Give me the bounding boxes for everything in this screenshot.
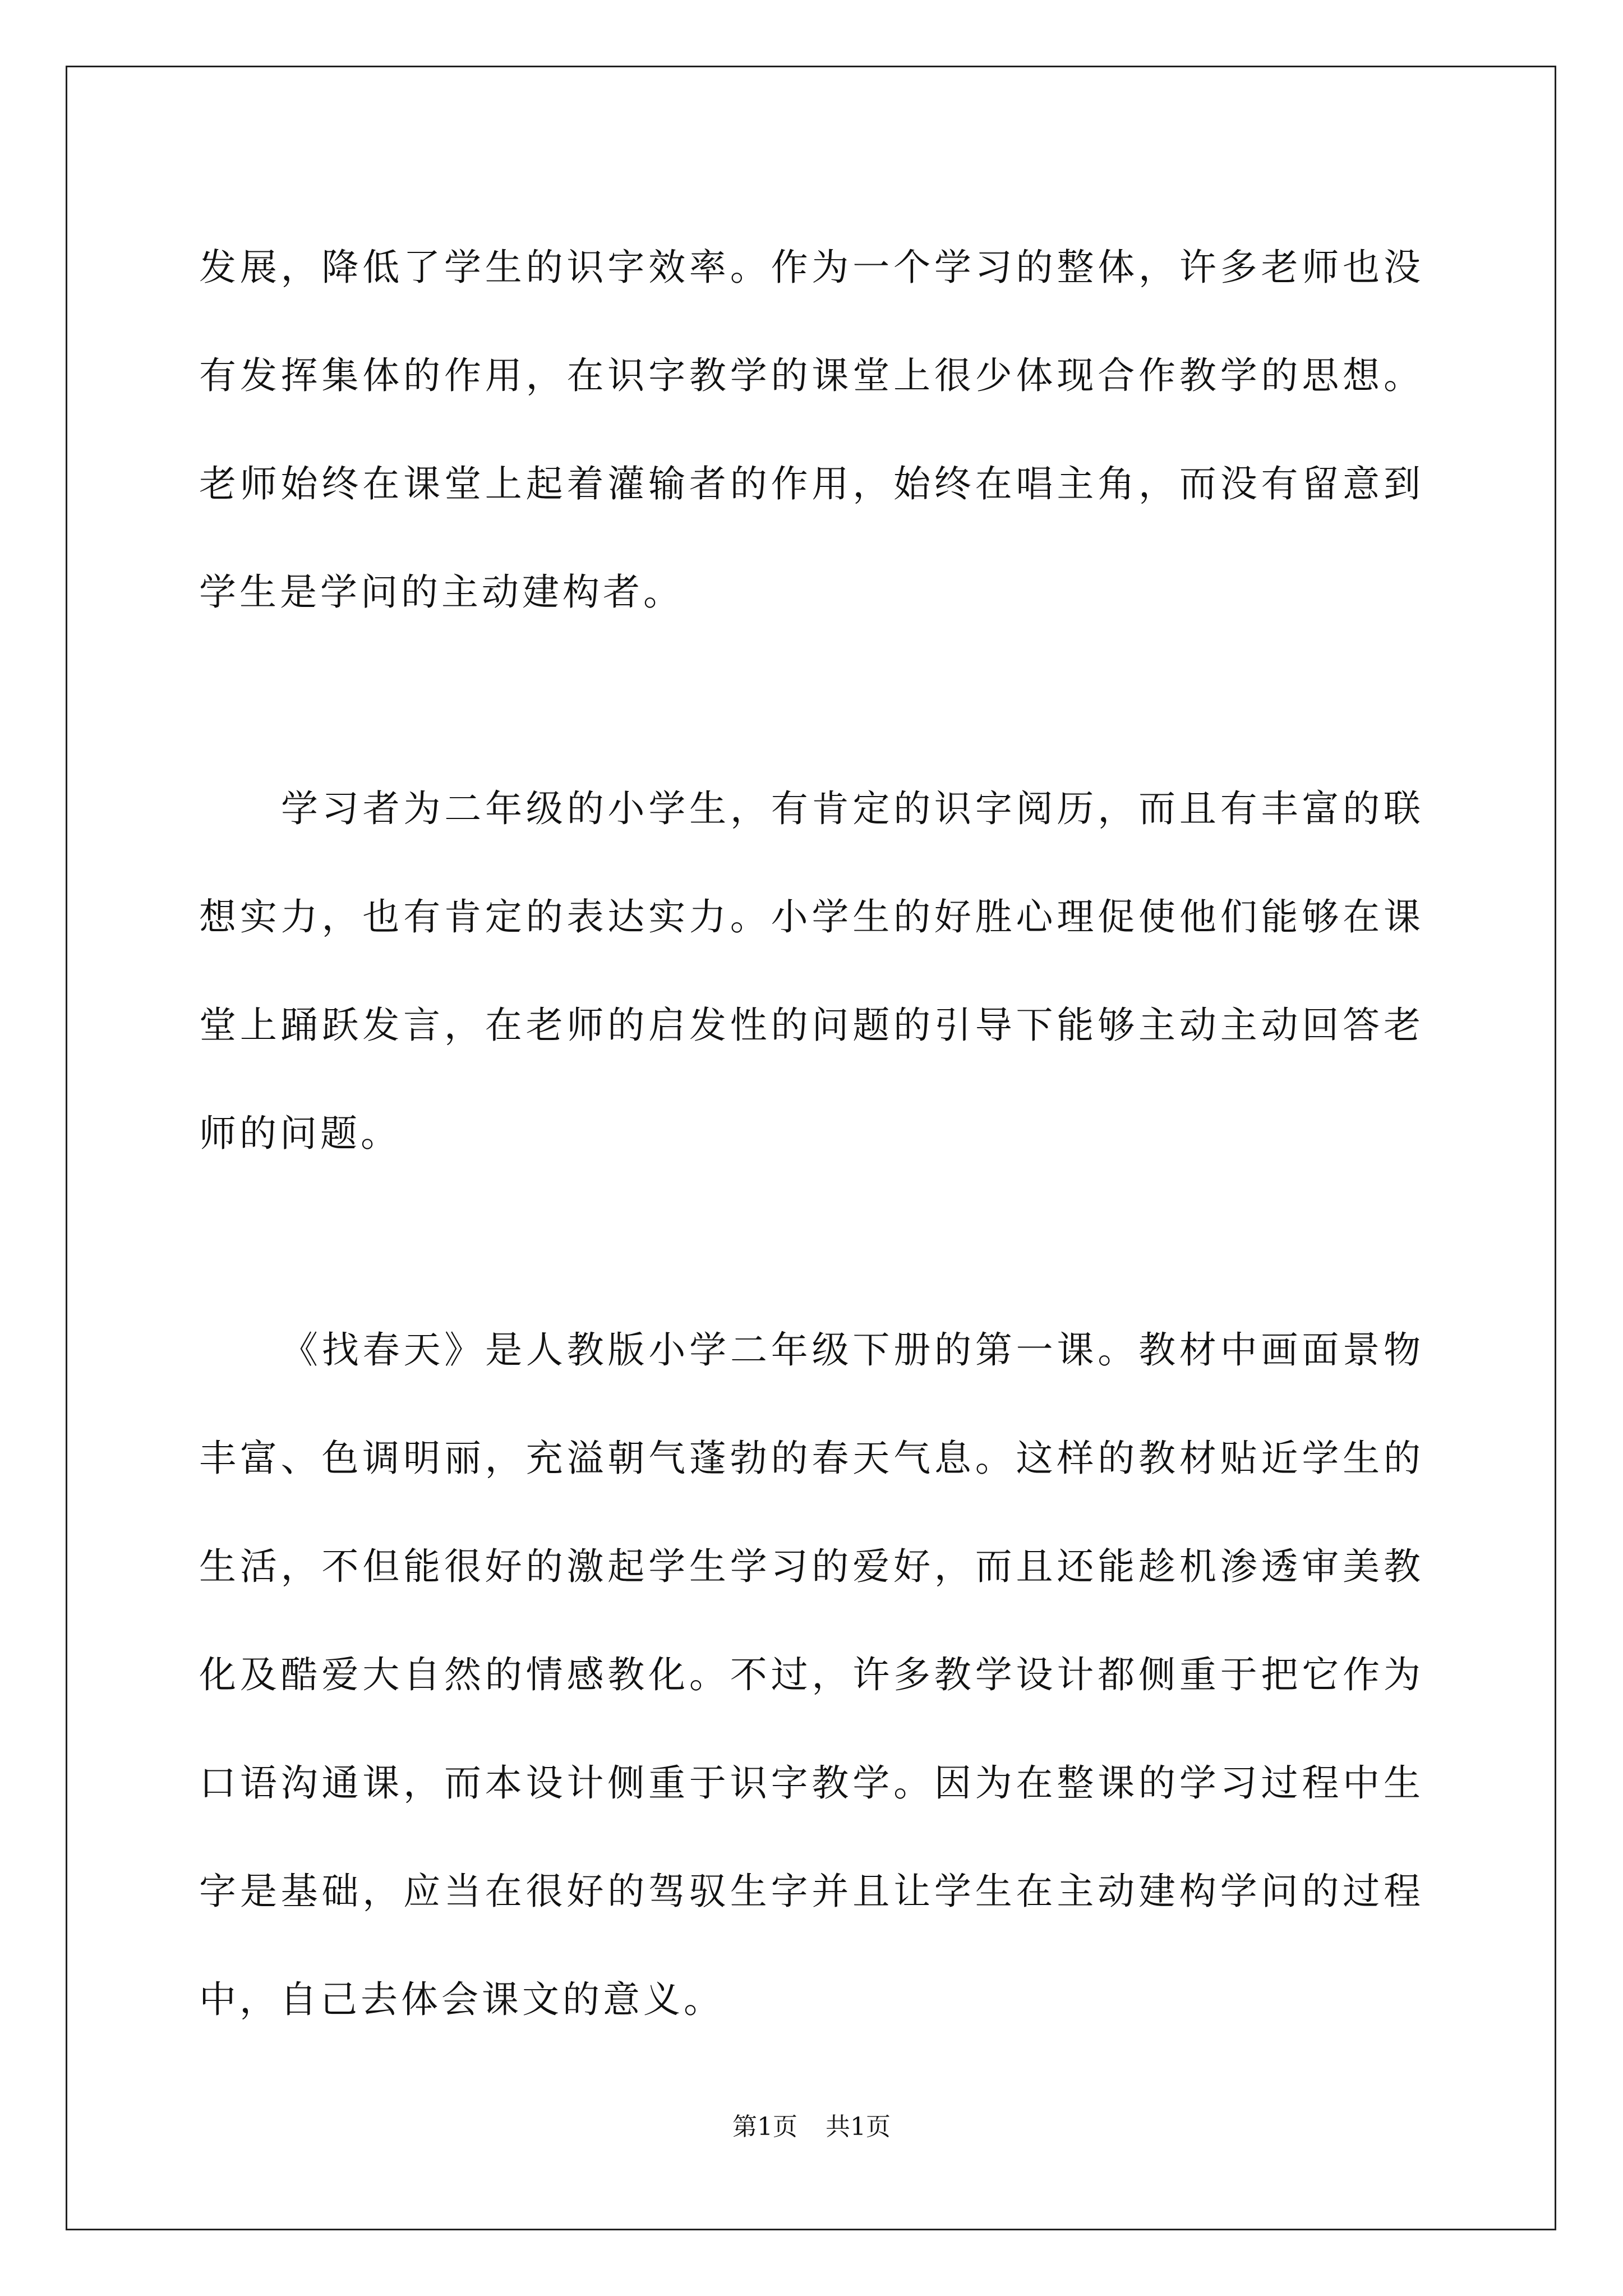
page-footer <box>0 2106 1623 2142</box>
paragraph-2: 学习者为二年级的小学生，有肯定的识字阅历，而且有丰富的联想实力，也有肯定的表达实力。小学生的好胜心理促使他们能够在课堂上踊跃发言，在老师的启发性的问题的引导下能够主动主动回答老师的问题。 <box>199 787 1424 1155</box>
page-number: 第1页 <box>732 2113 797 2141</box>
page-total: 共1页 <box>826 2113 891 2141</box>
document-body <box>199 213 1424 2054</box>
paragraph-spacer <box>199 1188 1424 1296</box>
paragraph-3: 《找春天》是人教版小学二年级下册的第一课。教材中画面景物丰富、色调明丽，充溢朝气蓬勃的春天气息。这样的教材贴近学生的生活，不但能很好的激起学生学习的爱好，而且还能趁机渗透审美教化及酷爱大自然的情感教化。不过，许多教学设计都侧重于把它作为口语沟通课，而本设计侧重于识字教学。因为在整课的学习过程中生字是基础，应当在很好的驾驭生字并且让学生在主动建构学问的过程中，自己去体会课文的意义。 <box>199 1328 1424 2021</box>
paragraph-spacer <box>199 646 1424 754</box>
paragraph-1: 发展，降低了学生的识字效率。作为一个学习的整体，许多老师也没有发挥集体的作用，在识字教学的课堂上很少体现合作教学的思想。老师始终在课堂上起着灌输者的作用，始终在唱主角，而没有留意到学生是学问的主动建构者。 <box>199 246 1424 614</box>
